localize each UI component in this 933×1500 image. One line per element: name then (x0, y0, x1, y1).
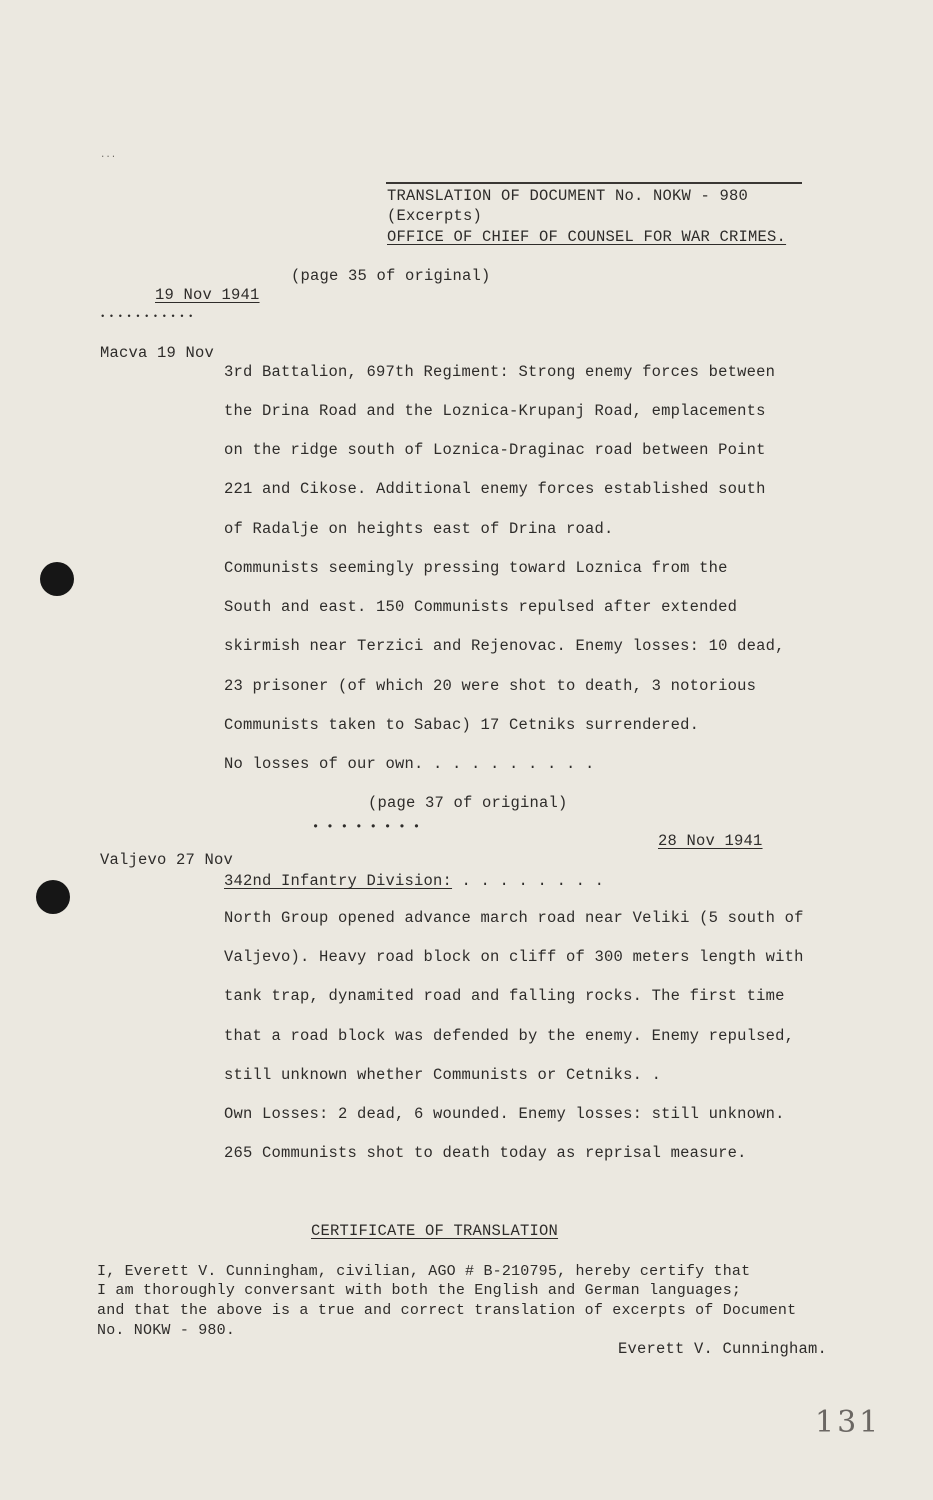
corner-mark: ... (100, 150, 117, 160)
s2-line-6: Own Losses: 2 dead, 6 wounded. Enemy losses: still unknown. (224, 1105, 785, 1123)
division-heading (224, 872, 604, 890)
page-ref-35: (page 35 of original) (291, 267, 491, 285)
separator-dots-2: • • • • • • • • (312, 820, 421, 834)
cert-line-3: and that the above is a true and correct translation of excerpts of Document (97, 1302, 797, 1319)
punch-hole-icon (40, 562, 74, 596)
s1-line-2: the Drina Road and the Loznica-Krupanj Road, emplacements (224, 402, 766, 420)
s2-line-7: 265 Communists shot to death today as reprisal measure. (224, 1144, 747, 1162)
s2-line-3: tank trap, dynamited road and falling rocks. The first time (224, 987, 785, 1005)
date-28-nov: 28 Nov 1941 (658, 832, 763, 850)
place-macva: Macva 19 Nov (100, 344, 215, 362)
place-valjevo: Valjevo 27 Nov (100, 851, 234, 869)
signature: Everett V. Cunningham. (618, 1340, 828, 1358)
division-dots: . . . . . . . . (452, 872, 605, 890)
page-ref-37: (page 37 of original) (368, 794, 568, 812)
s2-line-2: Valjevo). Heavy road block on cliff of 300 meters length with (224, 948, 804, 966)
s1-line-4: 221 and Cikose. Additional enemy forces established south (224, 480, 766, 498)
s1-line-3: on the ridge south of Loznica-Draginac road between Point (224, 441, 766, 459)
s1-line-8: skirmish near Terzici and Rejenovac. Enemy losses: 10 dead, (224, 637, 785, 655)
s1-line-11: No losses of our own. . . . . . . . . . (224, 755, 595, 773)
s1-line-10: Communists taken to Sabac) 17 Cetniks surrendered. (224, 716, 700, 734)
cert-line-2: I am thoroughly conversant with both the English and German languages; (97, 1282, 742, 1299)
cert-line-1: I, Everett V. Cunningham, civilian, AGO # B-210795, hereby certify that (97, 1263, 751, 1280)
header-title: TRANSLATION OF DOCUMENT No. NOKW - 980 (387, 187, 749, 205)
header-office: OFFICE OF CHIEF OF COUNSEL FOR WAR CRIMES. (387, 228, 787, 246)
s2-line-4: that a road block was defended by the enemy. Enemy repulsed, (224, 1027, 795, 1045)
division-name: 342nd Infantry Division: (224, 872, 453, 890)
s1-line-6: Communists seemingly pressing toward Loznica from the (224, 559, 728, 577)
s1-line-9: 23 prisoner (of which 20 were shot to death, 3 notorious (224, 677, 757, 695)
s1-line-1: 3rd Battalion, 697th Regiment: Strong enemy forces between (224, 363, 776, 381)
s1-line-7: South and east. 150 Communists repulsed after extended (224, 598, 738, 616)
header-excerpts: (Excerpts) (387, 207, 483, 225)
s1-line-5: of Radalje on heights east of Drina road. (224, 520, 614, 538)
header-rule (386, 182, 802, 184)
date-19-nov: 19 Nov 1941 (155, 286, 260, 304)
punch-hole-icon (36, 880, 70, 914)
s2-line-1: North Group opened advance march road near Veliki (5 south of (224, 909, 804, 927)
s2-line-5: still unknown whether Communists or Cetniks. . (224, 1066, 662, 1084)
separator-dots: • • • • • • • • • • • (100, 312, 193, 322)
cert-line-4: No. NOKW - 980. (97, 1322, 236, 1339)
certificate-title: CERTIFICATE OF TRANSLATION (311, 1222, 559, 1240)
page-number: 131 (815, 1405, 882, 1440)
